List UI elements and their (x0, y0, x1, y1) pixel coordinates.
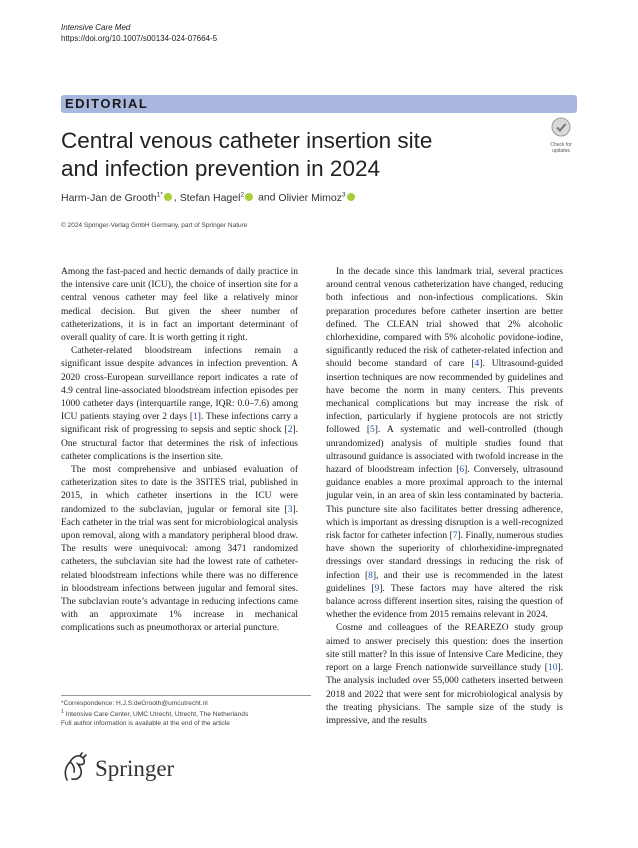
body-paragraph (61, 464, 298, 636)
paragraph-text: ]. Ultrasound-guided insertion techniques are now recommended by guidelines and have become the norm in many centers. This prevents mechanical complications but may increase the risk of infection, particularly if hygiene protocols are not strictly followed [ (326, 359, 563, 436)
paragraph-text: ]. A systematic and well-controlled (though unrandomized) analysis of multiple studies found that ultrasound guidance is associated with twofold increase in the hazard of bloodstream infection [ (326, 425, 563, 476)
citation-link[interactable]: 6 (459, 465, 465, 476)
paragraph-text: ]. Conversely, ultrasound guidance enables a more proximal approach to the internal jugular vein, in an area of skin less contaminated by bacteria. This puncture site also facilitates better dressing adherence, which is important as dressing disruption is a well-recognized risk factor for catheter infection [ (326, 465, 563, 542)
body-column-right (326, 266, 563, 728)
paragraph-text: ]. Finally, numerous studies have shown the superiority of chlorhexidine-impregnated dressings over standard dressings in reducing the risk of infection [ (326, 531, 563, 581)
publisher-name: Springer (95, 756, 175, 781)
article-type-label: EDITORIAL (65, 96, 149, 111)
paragraph-text: ]. These factors may have altered the risk balance across different insertion sites, raising the question of whether the evidence from 2015 remains relevant in 2024. (326, 583, 563, 621)
citation-link[interactable]: 10 (547, 663, 558, 674)
orcid-icon[interactable] (347, 193, 355, 201)
body-paragraph (326, 622, 563, 728)
journal-header (61, 22, 217, 44)
author[interactable]: Harm-Jan de Grooth$^{1*}$ (61, 191, 163, 204)
citation-link[interactable]: 3 (287, 504, 293, 515)
paragraph-text: ]. Each catheter in the trial was sent for microbiological analysis upon removal, along with a mandatory peripheral blood draw. The results were unequivocal: among 3471 randomized catheters, the subclavian site had the lowest rate of catheter-related bloodstream infections while there was no difference in bloodstream infections between jugular and femoral sites. The subclavian route’s advantage in reducing infections came with an approximate 1% increase in mechanical complications such as pneumothorax or arterial puncture. (61, 504, 298, 634)
citation-link[interactable]: 4 (474, 359, 480, 370)
springer-logo (61, 752, 175, 786)
citation-link[interactable]: 5 (370, 425, 375, 436)
copyright-notice: © 2024 Springer-Verlag GmbH Germany, part of Springer Nature (61, 222, 248, 229)
body-paragraph (61, 345, 298, 464)
title-line-2: and infection prevention in 2024 (61, 156, 380, 181)
check-for-updates-badge[interactable] (545, 117, 577, 154)
paragraph-text: The most comprehensive and unbiased evaluation of catheterization sites to date is the 3SITES trial, published in 2015, in which catheter insertions in the ICU were randomized to the subclavian, jugular or femoral site [ (61, 465, 298, 515)
doi-link[interactable]: https://doi.org/10.1007/s00134-024-07664-5 (61, 34, 218, 43)
citation-link[interactable]: 1 (193, 412, 198, 423)
citation-link[interactable]: 8 (368, 570, 373, 581)
body-column-left (61, 266, 298, 636)
article-type-banner (61, 95, 577, 113)
orcid-icon[interactable] (245, 193, 253, 201)
orcid-icon[interactable] (164, 193, 172, 201)
footnotes (61, 699, 248, 728)
footnote-divider (61, 695, 311, 696)
springer-horse-icon (61, 752, 91, 784)
citation-link[interactable]: 9 (374, 583, 380, 594)
title-line-1: Central venous catheter insertion site (61, 128, 433, 153)
affiliation-note: $^1$ Intensive Care Center, UMC Utrecht, Utrecht, The Netherlands (61, 709, 249, 719)
citation-link[interactable]: 7 (452, 531, 458, 542)
paragraph-text: Catheter-related bloodstream infections remain a significant issue despite advances in infection prevention. A 2020 cross-European surveillance report indicates a rate of 4.9 central line-associated bloodstream infection episodes per 1000 catheter days (interquartile range, IQR: 0.0–7.6) among ICU patients staying over 2 days [ (61, 346, 298, 423)
paragraph-text: ]. The analysis included over 55,000 catheters inserted between 2018 and 2022 that were sent for microbiological analysis by the treating physicians. The sample size of the study is impressive, and the results (326, 663, 563, 726)
paragraph-text: ], and their use is recommended in the latest guidelines [ (326, 570, 563, 594)
body-paragraph (61, 266, 298, 345)
full-author-info-note: Full author information is available at the end of the article (61, 720, 230, 728)
author[interactable]: Olivier Mimoz$^3$ (278, 191, 346, 204)
author-list: Harm-Jan de Grooth$^{1*}$ , Stefan Hagel$^2$ and Olivier Mimoz$^3$ (61, 191, 357, 204)
paragraph-text: ]. One structural factor that determines the risk of infectious catheter complications is the insertion site. (61, 425, 298, 462)
correspondence-email[interactable]: *Correspondence: H.J.S.deGrooth@umcutrecht.nl (61, 700, 208, 707)
author[interactable]: Stefan Hagel$^2$ (179, 191, 245, 204)
body-paragraph (326, 266, 563, 622)
journal-name: Intensive Care Med (61, 23, 131, 32)
check-updates-icon (551, 117, 571, 137)
paragraph-text: Cosme and colleagues of the REAREZO study group aimed to answer precisely this question: does the insertion site still matter? In this issue of Intensive Care Medicine, they report on a large French nationwide surveillance study [ (326, 623, 563, 674)
paragraph-text: ]. These infections carry a significant risk of progressing to sepsis and septic shock [ (61, 412, 298, 436)
citation-link[interactable]: 2 (287, 425, 293, 436)
article-title (61, 127, 491, 183)
check-updates-label: Check for updates (550, 142, 572, 154)
paragraph-text: In the decade since this landmark trial, several practices around central venous catheterization have changed, reducing both infectious and non-infectious complications. Skin preparation procedures before catheter insertion are better defined. The CLEAN trial showed that 2% alcoholic chlorhexidine, compared with 5% alcoholic povidone-iodine, significantly reduced the risk of catheter-related infection and should become standard of care [ (326, 267, 563, 370)
paragraph-text: Among the fast-paced and hectic demands of daily practice in the intensive care unit (ICU), the choice of insertion site for a central venous catheter may feel like a relatively minor medical decision. But given the sheer number of catheterizations, it is in fact an important determinant of overall quality of care. It is worth getting it right. (61, 267, 298, 344)
